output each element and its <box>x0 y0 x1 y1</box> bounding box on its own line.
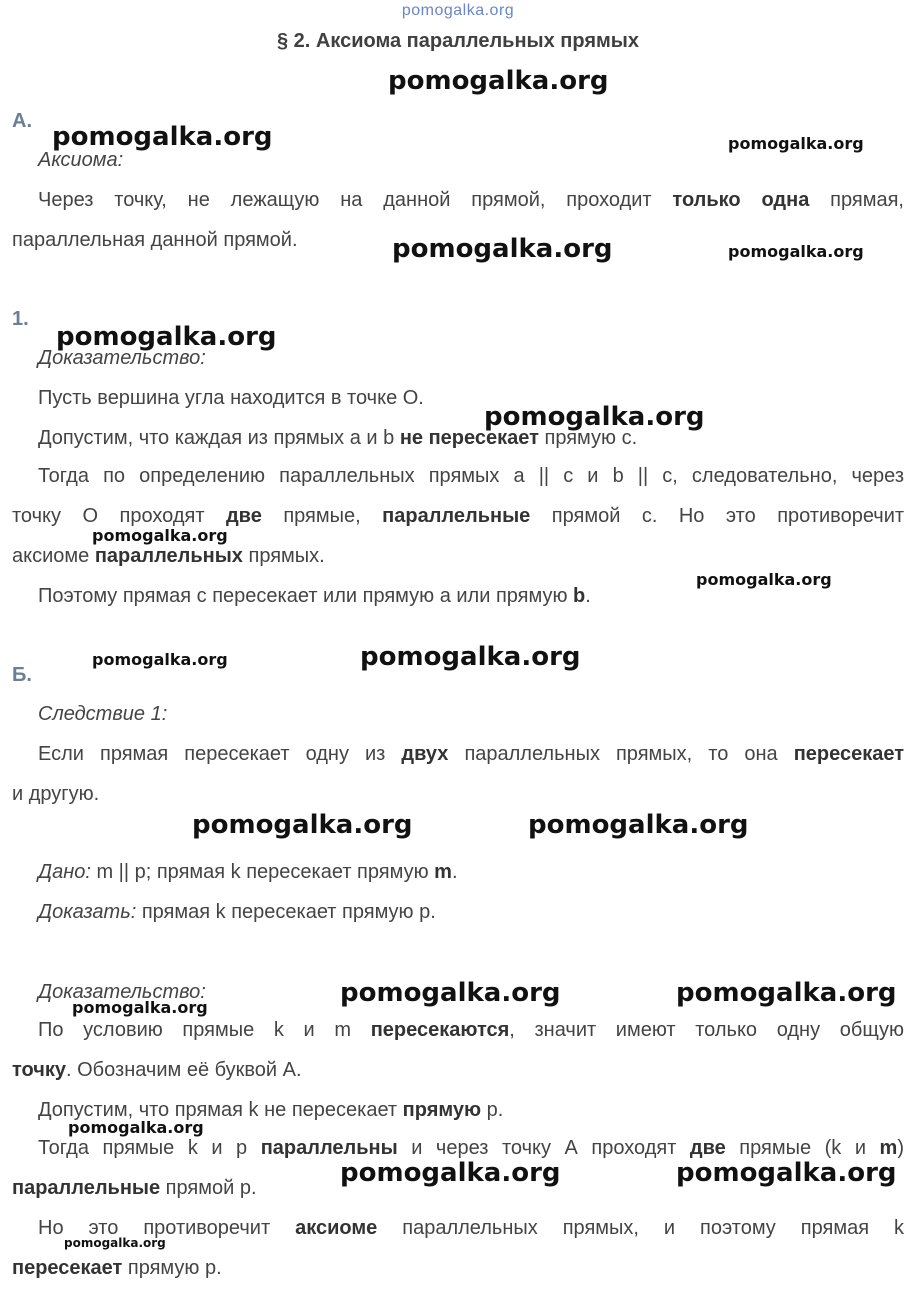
proof2-line4: Тогда прямые k и р параллельны и через точку А проходят две прямые (k и m) <box>38 1137 904 1159</box>
axiom-text-line2: параллельная данной прямой. <box>12 229 298 251</box>
watermark: pomogalka.org <box>528 810 749 840</box>
watermark: pomogalka.org <box>388 66 609 96</box>
watermark: pomogalka.org <box>92 526 228 545</box>
proof-line3: Тогда по определению параллельных прямых a || c и b || c, следовательно, через <box>38 465 904 487</box>
proof2-line6: Но это противоречит аксиоме параллельных прямых, и поэтому прямая k <box>38 1217 904 1239</box>
corollary-line2: и другую. <box>12 783 100 805</box>
watermark: pomogalka.org <box>92 650 228 669</box>
proof-line1: Пусть вершина угла находится в точке О. <box>38 387 424 409</box>
watermark: pomogalka.org <box>192 810 413 840</box>
watermark: pomogalka.org <box>484 402 705 432</box>
proof2-line1: По условию прямые k и m пересекаются, значит имеют только одну общую <box>38 1019 905 1041</box>
watermark: pomogalka.org <box>64 1236 166 1250</box>
corollary-heading: Следствие 1: <box>38 703 168 725</box>
proof2-line7: пересекает прямую р. <box>12 1257 222 1279</box>
watermark: pomogalka.org <box>52 122 273 152</box>
proof-heading: Доказательство: <box>38 347 206 369</box>
axiom-heading: Аксиома: <box>38 149 124 171</box>
proof2-line5: параллельные прямой р. <box>12 1177 257 1199</box>
section-1-label: 1. <box>12 308 29 330</box>
watermark: pomogalka.org <box>360 642 581 672</box>
watermark: pomogalka.org <box>676 1158 897 1188</box>
watermark: pomogalka.org <box>340 978 561 1008</box>
proof-line5: аксиоме параллельных прямых. <box>12 545 325 567</box>
section-a-label: А. <box>12 110 32 132</box>
watermark: pomogalka.org <box>392 234 613 264</box>
proof-line6: Поэтому прямая с пересекает или прямую a или прямую b. <box>38 585 591 607</box>
watermark: pomogalka.org <box>696 570 832 589</box>
watermark: pomogalka.org <box>72 998 208 1017</box>
page-title: § 2. Аксиома параллельных прямых <box>276 30 640 52</box>
watermark: pomogalka.org <box>728 134 864 153</box>
watermark: pomogalka.org <box>340 1158 561 1188</box>
watermark: pomogalka.org <box>68 1118 204 1137</box>
proof-line2: Допустим, что каждая из прямых a и b не пересекает прямую с. <box>38 427 638 449</box>
top-watermark: pomogalka.org <box>401 2 515 19</box>
watermark: pomogalka.org <box>56 322 277 352</box>
proof2-line3: Допустим, что прямая k не пересекает прямую р. <box>38 1099 504 1121</box>
given-line: Дано: m || p; прямая k пересекает прямую m. <box>38 861 458 883</box>
proof2-heading: Доказательство: <box>38 981 206 1003</box>
axiom-text-line1: Через точку, не лежащую на данной прямой, проходит только одна прямая, <box>38 189 904 211</box>
watermark: pomogalka.org <box>676 978 897 1008</box>
proof2-line2: точку. Обозначим её буквой А. <box>12 1059 302 1081</box>
section-b-label: Б. <box>12 664 32 686</box>
corollary-line1: Если прямая пересекает одну из двух параллельных прямых, то она пересекает <box>38 743 904 765</box>
watermark: pomogalka.org <box>728 242 864 261</box>
prove-line: Доказать: прямая k пересекает прямую р. <box>38 901 436 923</box>
proof-line4: точку О проходят две прямые, параллельные прямой с. Но это противоречит <box>12 505 905 527</box>
